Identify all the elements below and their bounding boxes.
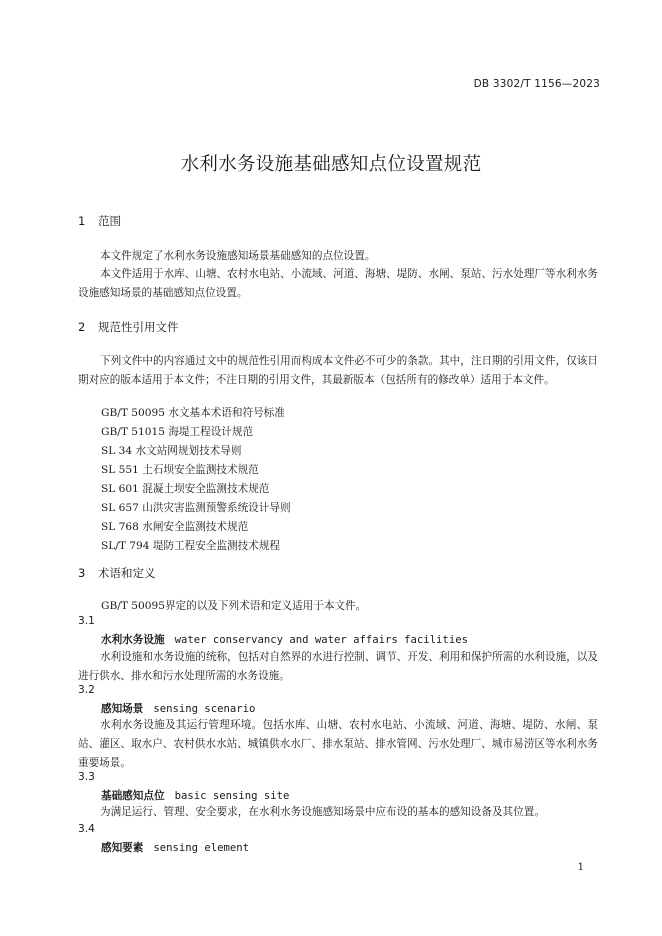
section-2-heading <box>78 319 179 335</box>
term-definition: 为满足运行、管理、安全要求，在水利水务设施感知场景中应布设的基本的感知设备及其位置。 <box>100 806 545 818</box>
term-english: sensing scenario <box>153 703 256 715</box>
scope-paragraph-2: 本文件适用于水库、山塘、农村水电站、小流域、河道、海塘、堤防、水闸、泵站、污水处理厂等水利水务设施感知场景的基础感知点位设置。 <box>78 268 598 299</box>
reference-item: SL 657 山洪灾害监测预警系统设计导则 <box>101 502 291 514</box>
clause-number: 3.3 <box>78 771 95 783</box>
reference-item: SL 768 水闸安全监测技术规范 <box>101 521 249 533</box>
section-title: 术语和定义 <box>98 566 156 580</box>
normative-references-paragraph: 下列文件中的内容通过文中的规范性引用而构成本文件必不可少的条款。其中，注日期的引用文件，仅该日期对应的版本适用于本文件；不注日期的引用文件，其最新版本（包括所有的修改单）适用于本文件。 <box>78 355 598 386</box>
page-number: 1 <box>577 862 584 873</box>
section-number: 2 <box>78 320 86 334</box>
standard-number: DB 3302/T 1156—2023 <box>473 78 600 90</box>
section-number: 3 <box>78 566 86 580</box>
clause-number: 3.4 <box>78 823 95 835</box>
term-chinese: 感知场景 <box>101 703 144 715</box>
term-definition: 水利水务设施及其运行管理环境。包括水库、山塘、农村水电站、小流域、河道、海塘、堤防、水闸、泵站、灌区、取水户、农村供水水站、城镇供水水厂、排水泵站、排水管网、污水处理厂、城市易涝区等水利水务重要场景。 <box>78 719 598 769</box>
document-title: 水利水务设施基础感知点位设置规范 <box>180 154 482 175</box>
reference-item: GB/T 51015 海堤工程设计规范 <box>101 426 254 438</box>
reference-item: SL 551 土石坝安全监测技术规范 <box>101 464 259 476</box>
term-chinese: 水利水务设施 <box>101 634 165 646</box>
term-english: basic sensing site <box>174 790 290 802</box>
term-entry <box>101 788 289 803</box>
section-title: 范围 <box>98 214 121 228</box>
term-entry <box>101 632 468 647</box>
term-english: water conservancy and water affairs facilities <box>174 634 468 646</box>
term-english: sensing element <box>153 842 250 854</box>
section-1-heading <box>78 213 121 229</box>
reference-item: SL 601 混凝土坝安全监测技术规范 <box>101 483 270 495</box>
reference-item: GB/T 50095 水文基本术语和符号标准 <box>101 407 285 419</box>
section-3-heading <box>78 565 156 581</box>
section-title: 规范性引用文件 <box>98 320 179 334</box>
section-number: 1 <box>78 214 86 228</box>
reference-item: SL 34 水文站网规划技术导则 <box>101 445 242 457</box>
term-chinese: 感知要素 <box>101 842 144 854</box>
term-definition: 水利设施和水务设施的统称，包括对自然界的水进行控制、调节、开发、利用和保护所需的水利设施，以及进行供水、排水和污水处理所需的水务设施。 <box>78 651 598 682</box>
clause-number: 3.1 <box>78 615 95 627</box>
clause-number: 3.2 <box>78 684 95 696</box>
scope-paragraph-1: 本文件规定了水利水务设施感知场景基础感知的点位设置。 <box>100 250 376 262</box>
term-entry <box>101 701 255 716</box>
reference-item: SL/T 794 堤防工程安全监测技术规程 <box>101 540 281 552</box>
terms-intro: GB/T 50095界定的以及下列术语和定义适用于本文件。 <box>101 600 367 612</box>
term-entry <box>101 840 249 855</box>
term-chinese: 基础感知点位 <box>101 790 165 802</box>
